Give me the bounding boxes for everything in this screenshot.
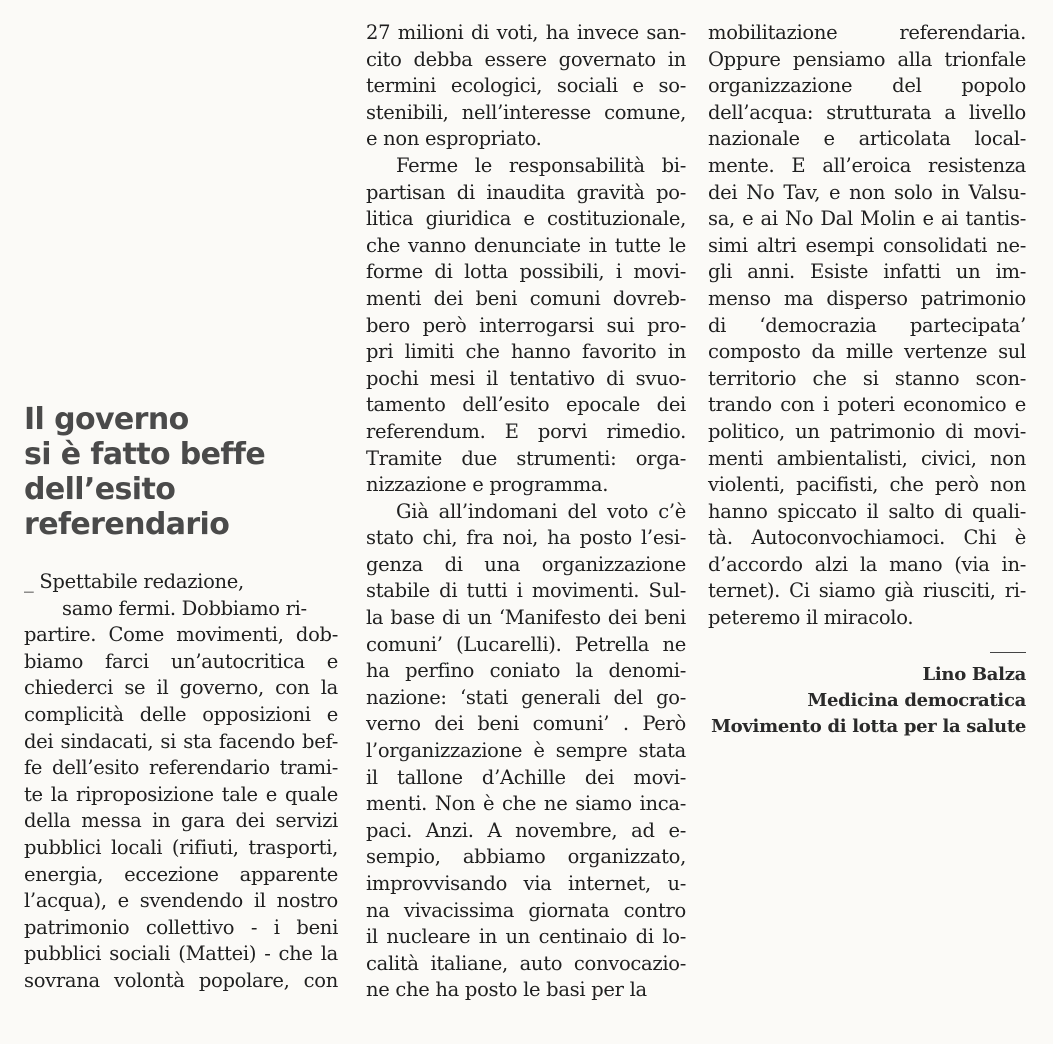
text-line: tamento dell’esito epocale dei bbox=[366, 393, 686, 417]
text-line: composto da mille vertenze sul bbox=[708, 340, 1026, 364]
text-line: comuni’ (Lucarelli). Petrella ne bbox=[366, 632, 686, 656]
text-line: menso ma disperso patrimonio bbox=[708, 286, 1026, 310]
text-line: menti ambientalisti, civici, non bbox=[708, 446, 1026, 470]
text-line: pochi mesi il tentativo di svuo- bbox=[366, 366, 686, 390]
text-line: Oppure pensiamo alla trionfale bbox=[708, 47, 1026, 71]
text-line: il tallone d’Achille dei movi- bbox=[366, 765, 686, 789]
text-line: na vivacissima giornata contro bbox=[366, 898, 686, 922]
text-line: complicità delle opposizioni e bbox=[24, 702, 338, 726]
text-line: ternet). Ci siamo già riusciti, ri- bbox=[708, 579, 1026, 603]
text-line: nizzazione e programma. bbox=[366, 473, 609, 497]
text-line: paci. Anzi. A novembre, ad e- bbox=[366, 818, 686, 842]
text-line: gli anni. Esiste infatti un im- bbox=[708, 260, 1026, 284]
text-column-3 bbox=[708, 20, 1026, 632]
text-line: menti dei beni comuni dovreb- bbox=[366, 286, 686, 310]
text-line: verno dei beni comuni’ . Però bbox=[366, 712, 686, 736]
text-line: menti. Non è che ne siamo inca- bbox=[366, 792, 686, 816]
text-line: mente. E all’eroica resistenza bbox=[708, 153, 1026, 177]
headline-line: referendario bbox=[24, 507, 230, 542]
text-line: stato chi, fra noi, ha posto l’esi- bbox=[366, 526, 686, 550]
text-line: samo fermi. Dobbiamo ri- bbox=[62, 596, 307, 620]
text-line: peteremo il miracolo. bbox=[708, 606, 914, 630]
text-line: litica giuridica e costituzionale, bbox=[366, 207, 686, 231]
text-line: la base di un ‘Manifesto dei beni bbox=[366, 606, 686, 630]
text-line: mobilitazione referendaria. bbox=[708, 21, 1026, 44]
text-line: sa, e ai No Dal Molin e ai tantis- bbox=[708, 207, 1026, 231]
text-line: l’acqua), e svendendo il nostro bbox=[24, 889, 338, 913]
text-line: dei sindacati, si sta facendo bef- bbox=[24, 729, 338, 753]
text-line: pubblici sociali (Mattei) - che la bbox=[24, 942, 338, 966]
text-column-2 bbox=[366, 20, 686, 1004]
text-line: dell’acqua: strutturata a livello bbox=[708, 100, 1026, 124]
text-line: 27 milioni di voti, ha invece san- bbox=[366, 21, 686, 44]
text-line: improvvisando via internet, u- bbox=[366, 872, 686, 895]
text-line: Tramite due strumenti: orga- bbox=[366, 446, 686, 470]
text-line: cito debba essere governato in bbox=[366, 47, 686, 71]
text-line: nazione: ‘stati generali del go- bbox=[366, 685, 686, 709]
text-line: forme di lotta possibili, i movi- bbox=[366, 260, 686, 284]
text-line: territorio che si stanno scon- bbox=[708, 366, 1026, 390]
signature-org: Movimento di lotta per la salute bbox=[711, 716, 1026, 737]
text-line: il nucleare in un centinaio di lo- bbox=[366, 925, 686, 949]
text-line: te la riproposizione tale e quale bbox=[24, 782, 338, 806]
text-line: pubblici locali (rifiuti, trasporti, bbox=[24, 835, 338, 859]
text-line: l’organizzazione è sempre stata bbox=[366, 739, 686, 763]
text-line: partisan di inaudita gravità po- bbox=[366, 180, 686, 204]
text-line: violenti, pacifisti, che però non bbox=[708, 473, 1026, 497]
text-line: ne che ha posto le basi per la bbox=[366, 978, 647, 1002]
text-line: ha perfino coniato la denomi- bbox=[366, 659, 686, 683]
article-headline bbox=[24, 402, 334, 542]
text-line: genza di una organizzazione bbox=[366, 552, 686, 576]
text-line: calità italiane, auto convocazio- bbox=[366, 951, 686, 975]
text-line: energia, eccezione apparente bbox=[24, 862, 338, 886]
text-line: sovrana volontà popolare, con bbox=[24, 968, 338, 992]
text-line: organizzazione del popolo bbox=[708, 74, 1026, 98]
signature-org: Medicina democratica bbox=[807, 690, 1026, 711]
signature-name: Lino Balza bbox=[922, 664, 1026, 685]
text-line: della messa in gara dei servizi bbox=[24, 809, 338, 833]
text-line: pri limiti che hanno favorito in bbox=[366, 340, 686, 364]
headline-line: si è fatto beffe bbox=[24, 437, 266, 472]
text-line: Già all’indomani del voto c’è bbox=[396, 499, 686, 523]
headline-line: dell’esito bbox=[24, 472, 176, 507]
signature-divider bbox=[990, 652, 1026, 653]
text-line: chiederci se il governo, con la bbox=[24, 676, 338, 700]
text-line: hanno spiccato il salto di quali- bbox=[708, 499, 1026, 523]
text-line: patrimonio collettivo - i beni bbox=[24, 915, 338, 939]
text-line: stenibili, nell’interesse comune, bbox=[366, 100, 686, 124]
text-line: dei No Tav, e non solo in Valsu- bbox=[708, 180, 1026, 204]
text-line: referendum. E porvi rimedio. bbox=[366, 419, 686, 443]
headline-line: Il governo bbox=[24, 402, 189, 437]
signature-block bbox=[700, 662, 1026, 740]
text-line: politico, un patrimonio di movi- bbox=[708, 419, 1026, 443]
text-line: _ Spettabile redazione, bbox=[24, 570, 244, 593]
text-line: partire. Come movimenti, dob- bbox=[24, 623, 338, 647]
text-line: nazionale e articolata local- bbox=[708, 127, 1026, 151]
text-line: sempio, abbiamo organizzato, bbox=[366, 845, 686, 869]
text-line: e non espropriato. bbox=[366, 127, 542, 151]
text-line: fe dell’esito referendario trami- bbox=[24, 756, 338, 780]
text-line: di ‘democrazia partecipata’ bbox=[708, 313, 1026, 337]
text-line: d’accordo alzi la mano (via in- bbox=[708, 552, 1026, 576]
text-line: che vanno denunciate in tutte le bbox=[366, 233, 686, 257]
text-line: tà. Autoconvochiamoci. Chi è bbox=[708, 526, 1026, 550]
text-line: simi altri esempi consolidati ne- bbox=[708, 233, 1026, 257]
text-line: biamo farci un’autocritica e bbox=[24, 649, 338, 673]
text-line: Ferme le responsabilità bi- bbox=[396, 153, 686, 177]
text-line: stabile di tutti i movimenti. Sul- bbox=[366, 579, 686, 603]
text-line: bero però interrogarsi sui pro- bbox=[366, 313, 686, 337]
text-line: termini ecologici, sociali e so- bbox=[366, 74, 686, 98]
text-line: trando con i poteri economico e bbox=[708, 393, 1026, 417]
text-column-1 bbox=[24, 569, 338, 995]
